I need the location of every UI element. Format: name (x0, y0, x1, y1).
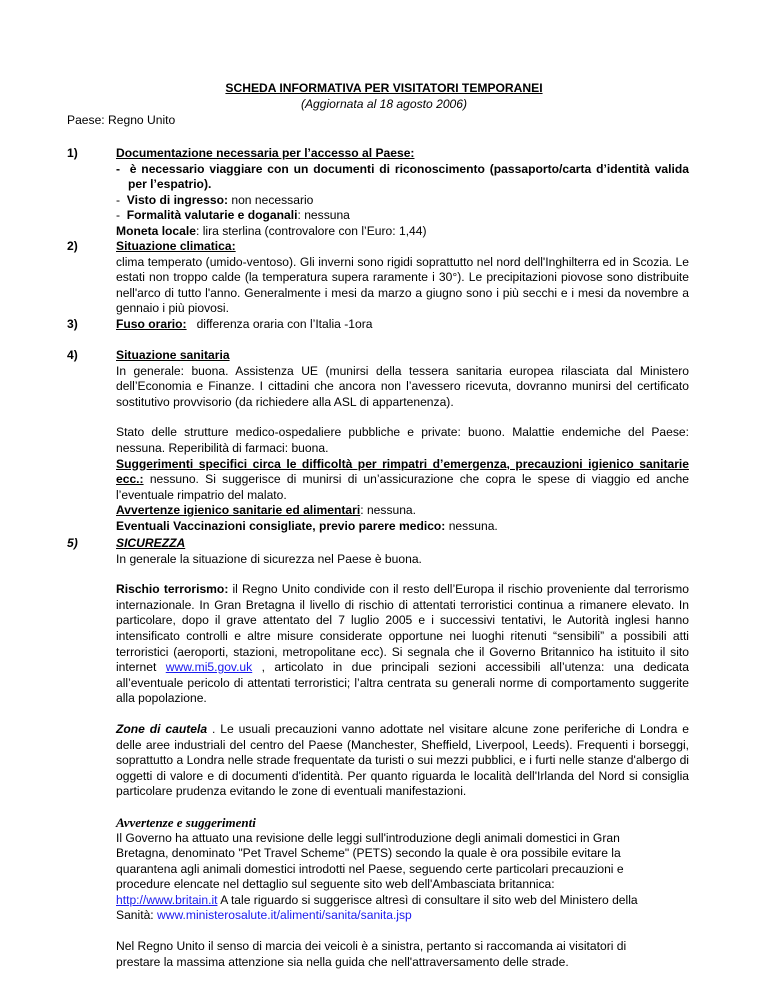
update-date: (Aggiornata al 18 agosto 2006) (300, 97, 468, 111)
advice-line-6-text: Sanità: (116, 908, 158, 923)
terrorism-text-1: il Regno Unito condivide con il resto dell’Europa il rischio proveniente dal terrorismo internazionale. In Gran Bretagna il livello di rischio di attentati terroristici continua a rimanere elevato. In particolare, dopo il grave attentato del 7 luglio 2005 e i successivi tentativi, le Autorità inglesi hanno intensificato controlli e altre misure considerate opportune nei luoghi ritenuti “sensibili” a possibili atti terroristici (aeroporti, stazioni, metropolitane ecc). Si segnala che il Governo Britannico ha istituito il sito internet (116, 582, 689, 675)
section-1-bullet-3: - Formalità valutarie e doganali: nessuna (116, 208, 350, 223)
repatriation-text: nessuno. Si suggerisce di munirsi di un’assicurazione che copra le spese di viaggio ed anche l’eventuale rimpatrio del malato. (116, 472, 689, 502)
section-5-security (116, 536, 689, 970)
section-1-documentation (116, 146, 689, 240)
caution-zones-paragraph (116, 722, 689, 800)
section-4-paragraph-5 (116, 519, 689, 535)
section-2-heading: Situazione climatica: (116, 239, 236, 253)
section-5-intro: In generale la situazione di sicurezza nel Paese è buona. (116, 551, 422, 566)
section-4-paragraph-3 (116, 457, 689, 504)
hygiene-label: Avvertenze igienico sanitarie ed alimentari (116, 503, 361, 518)
terrorism-text-2: , articolato in due principali sezioni accessibili all’utenza: una dedicata all’eventuale pericolo di attentati terroristici; l’altra centrata su generali norme di comportamento suggerite alla popolazione. (116, 660, 689, 706)
customs-text: : nessuna (297, 208, 350, 223)
currency-label: Moneta locale (116, 223, 196, 238)
section-4-number: 4) (67, 348, 78, 362)
section-3-text: differenza oraria con l’Italia -1ora (196, 317, 373, 331)
caution-zones-label: Zone di cautela (116, 721, 208, 736)
advice-line-5 (116, 893, 689, 909)
terrorism-label: Rischio terrorismo: (116, 582, 229, 597)
section-4-health (116, 348, 689, 535)
section-4-paragraph-4 (116, 503, 689, 519)
customs-label: Formalità valutarie e doganali (126, 208, 298, 223)
repatriation-label: Suggerimenti specifici circa le difficoltà per rimpatri d’emergenza, precauzioni igienico sanitarie ecc.: (116, 456, 689, 487)
advice-line-1: Il Governo ha attuato una revisione delle leggi sull'introduzione degli animali domestici in Gran (116, 830, 620, 845)
driving-line-2: prestare la massima attenzione sia nella guida che nell'attraversamento delle strade. (116, 954, 569, 969)
section-2-number: 2) (67, 239, 78, 253)
advice-line-5-text: A tale riguardo si suggerisce altresì di consultare il sito web del Ministero della (217, 892, 638, 907)
advice-line-3: quarantena agli animali domestici introdotti nel Paese, seguendo certe particolari precauzioni e (116, 861, 624, 876)
currency-text: : lira sterlina (controvalore con l’Euro: 1,44) (195, 223, 427, 238)
caution-zones-text: . Le usuali precauzioni vanno adottate nel visitare alcune zone periferiche di Londra e delle aree industriali del centro del Paese (Manchester, Sheffield, Liverpool, Leeds). Frequenti i borseggi, soprattutto a Londra nelle strade frequentate da turisti o sui mezzi pubblici, e i furti nelle stanze d'albergo di oggetti di valore e di documenti d'identità. Per quanto riguarda le località dell'Irlanda del Nord si consiglia particolare prudenza evitando le zone di eventuali manifestazioni. (116, 721, 689, 799)
section-3-timezone (116, 317, 689, 333)
country-line: Paese: Regno Unito (67, 113, 176, 127)
advice-line-2: Bretagna, denominato "Pet Travel Scheme" (PETS) secondo la quale è ora possibile evitare la (116, 846, 621, 861)
visa-label: Visto di ingresso: (126, 192, 228, 207)
section-3-number: 3) (67, 317, 78, 331)
hygiene-text: : nessuna. (360, 503, 417, 518)
terrorism-paragraph (116, 582, 689, 707)
mi5-link[interactable]: www.mi5.gov.uk (165, 660, 253, 675)
section-2-climate (116, 239, 689, 317)
section-3-heading: Fuso orario: (116, 317, 187, 331)
driving-line-1: Nel Regno Unito il senso di marcia dei veicoli è a sinistra, pertanto si raccomanda ai visitatori di (116, 939, 627, 954)
section-4-paragraph-2: Stato delle strutture medico-ospedaliere pubbliche e private: buono. Malattie endemiche del Paese: nessuna. Reperibilità di farmaci: buona. (116, 425, 689, 455)
section-1-number: 1) (67, 146, 78, 160)
vaccination-label: Eventuali Vaccinazioni consigliate, previo parere medico: (116, 518, 446, 533)
currency-line (116, 224, 689, 240)
vaccination-text: nessuna. (445, 518, 498, 533)
section-1-bullet-1: - è necessario viaggiare con un documenti di riconoscimento (passaporto/carta d’identità valida per l’espatrio). (116, 161, 689, 192)
advice-heading: Avvertenze e suggerimenti (116, 814, 256, 830)
advice-line-4: procedure elencate nel dettaglio sul seguente sito web dell'Ambasciata britannica: (116, 877, 555, 892)
page-title: SCHEDA INFORMATIVA PER VISITATORI TEMPORANEI (225, 81, 543, 95)
section-2-text: clima temperato (umido-ventoso). Gli inverni sono rigidi soprattutto nel nord dell'Inghilterra ed in Scozia. Le estati non troppo calde (la temperatura supera raramente i 30°). Le precipitazioni piovose sono distribuite nell'arco di tutto l'anno. Generalmente i mesi da marzo a giugno sono i più secchi e i mesi da novembre a gennaio i più piovosi. (116, 254, 689, 316)
section-5-heading: SICUREZZA (116, 536, 186, 550)
bullet-1-text: è necessario viaggiare con un documenti di riconoscimento (passaporto/carta d’identità valida per l’espatrio). (128, 161, 689, 192)
visa-text: non necessario (228, 192, 314, 207)
section-4-heading: Situazione sanitaria (116, 348, 230, 362)
section-4-paragraph-1: In generale: buona. Assistenza UE (munirsi della tessera sanitaria europea rilasciata dal Ministero dell’Economia e Finanze. I cittadini che ancora non l’avessero ricevuta, dovranno munirsi del certificato sostitutivo provvisorio (da richiedere alla ASL di appartenenza). (116, 363, 689, 409)
ministry-health-link[interactable]: www.ministerosalute.it/alimenti/sanita/sanita.jsp (157, 908, 412, 923)
section-1-heading: Documentazione necessaria per l’accesso al Paese: (116, 146, 415, 160)
britain-link[interactable]: http://www.britain.it (116, 892, 218, 907)
section-5-number: 5) (67, 536, 78, 550)
section-1-bullet-2: - Visto di ingresso: non necessario (116, 192, 314, 207)
advice-line-6 (116, 908, 689, 924)
